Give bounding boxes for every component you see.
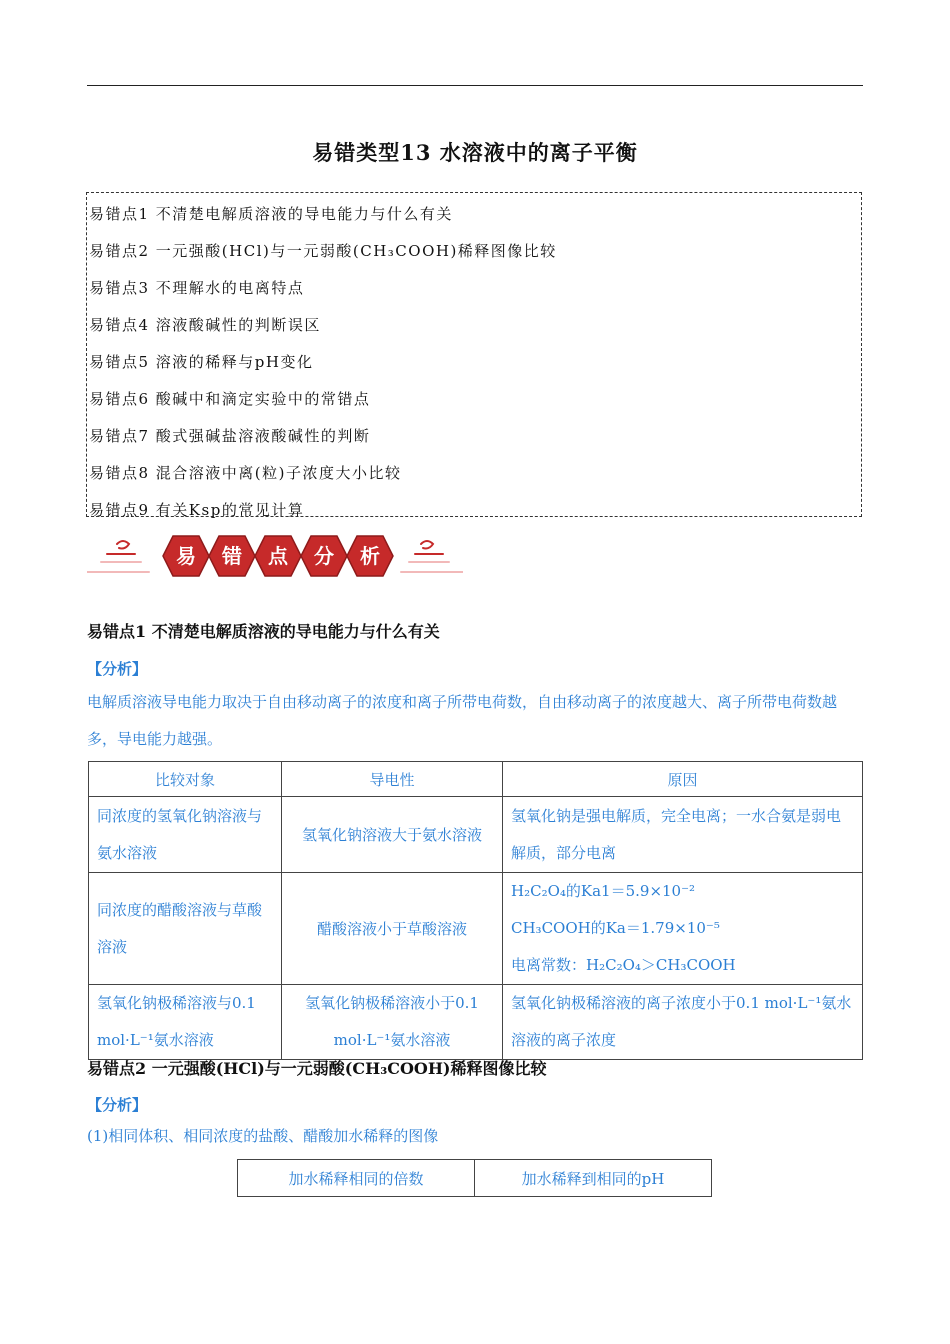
- row2-reason-line2: CH₃COOH的Ka＝1.79×10⁻⁵: [511, 919, 720, 937]
- table-header-row: [89, 762, 863, 797]
- toc-item-7: 易错点7 酸式强碱盐溶液酸碱性的判断: [89, 427, 371, 445]
- dilution-header-same-multiple: 加水稀释相同的倍数: [238, 1160, 475, 1197]
- right-swirl-icon: [401, 541, 463, 572]
- banner-char-2: 错: [222, 544, 242, 568]
- row2-reason-line1: H₂C₂O₄的Ka1＝5.9×10⁻²: [511, 882, 696, 900]
- row2-reason-line3: 电离常数：H₂C₂O₄＞CH₃COOH: [511, 956, 736, 974]
- banner-char-5: 析: [360, 544, 380, 568]
- toc-item-5: 易错点5 溶液的稀释与pH变化: [89, 353, 314, 371]
- section-banner: [87, 528, 463, 584]
- dilution-table: [237, 1159, 712, 1197]
- header-object: 比较对象: [89, 762, 282, 797]
- row3-conductivity: 氢氧化钠极稀溶液小于0.1 mol·L⁻¹氨水溶液: [282, 985, 503, 1060]
- section1-analysis-label: 【分析】: [87, 660, 148, 678]
- toc-item-2: 易错点2 一元强酸(HCl)与一元弱酸(CH₃COOH)稀释图像比较: [89, 242, 557, 260]
- left-swirl-icon: [87, 541, 149, 572]
- row2-conductivity: 醋酸溶液小于草酸溶液: [282, 873, 503, 985]
- row1-object: 同浓度的氢氧化钠溶液与氨水溶液: [89, 797, 282, 873]
- section2-heading: 易错点2 一元强酸(HCl)与一元弱酸(CH₃COOH)稀释图像比较: [87, 1059, 547, 1078]
- table-row: [89, 985, 863, 1060]
- header-reason: 原因: [503, 762, 863, 797]
- banner-char-3: 点: [268, 544, 288, 568]
- toc-item-1: 易错点1 不清楚电解质溶液的导电能力与什么有关: [89, 205, 453, 223]
- row1-reason: 氢氧化钠是强电解质，完全电离；一水合氨是弱电解质，部分电离: [503, 797, 863, 873]
- toc-box: [86, 192, 862, 517]
- section2-paragraph: (1)相同体积、相同浓度的盐酸、醋酸加水稀释的图像: [87, 1127, 439, 1145]
- section2-analysis-label: 【分析】: [87, 1096, 148, 1114]
- row2-object: 同浓度的醋酸溶液与草酸溶液: [89, 873, 282, 985]
- comparison-table: [88, 761, 863, 1060]
- header-conductivity: 导电性: [282, 762, 503, 797]
- row3-object: 氢氧化钠极稀溶液与0.1 mol·L⁻¹氨水溶液: [89, 985, 282, 1060]
- toc-item-4: 易错点4 溶液酸碱性的判断误区: [89, 316, 321, 334]
- section1-heading: 易错点1 不清楚电解质溶液的导电能力与什么有关: [87, 622, 440, 641]
- table-row: [89, 873, 863, 985]
- page-title: 易错类型13 水溶液中的离子平衡: [312, 140, 638, 165]
- dilution-header-same-ph: 加水稀释到相同的pH: [475, 1160, 712, 1197]
- section1-paragraph: 电解质溶液导电能力取决于自由移动离子的浓度和离子所带电荷数，自由移动离子的浓度越大、离子所带电荷数越多，导电能力越强。: [87, 693, 838, 748]
- toc-item-3: 易错点3 不理解水的电离特点: [89, 279, 305, 297]
- toc-item-8: 易错点8 混合溶液中离(粒)子浓度大小比较: [89, 464, 402, 482]
- table-row: [89, 797, 863, 873]
- toc-item-6: 易错点6 酸碱中和滴定实验中的常错点: [89, 390, 371, 408]
- row2-reason: [503, 873, 863, 985]
- banner-char-4: 分: [314, 544, 334, 568]
- row3-reason: 氢氧化钠极稀溶液的离子浓度小于0.1 mol·L⁻¹氨水溶液的离子浓度: [503, 985, 863, 1060]
- top-rule: [87, 85, 863, 86]
- banner-char-1: 易: [176, 544, 196, 568]
- dilution-header-row: [238, 1160, 712, 1197]
- row1-conductivity: 氢氧化钠溶液大于氨水溶液: [282, 797, 503, 873]
- toc-item-9: 易错点9 有关Ksp的常见计算: [89, 501, 305, 519]
